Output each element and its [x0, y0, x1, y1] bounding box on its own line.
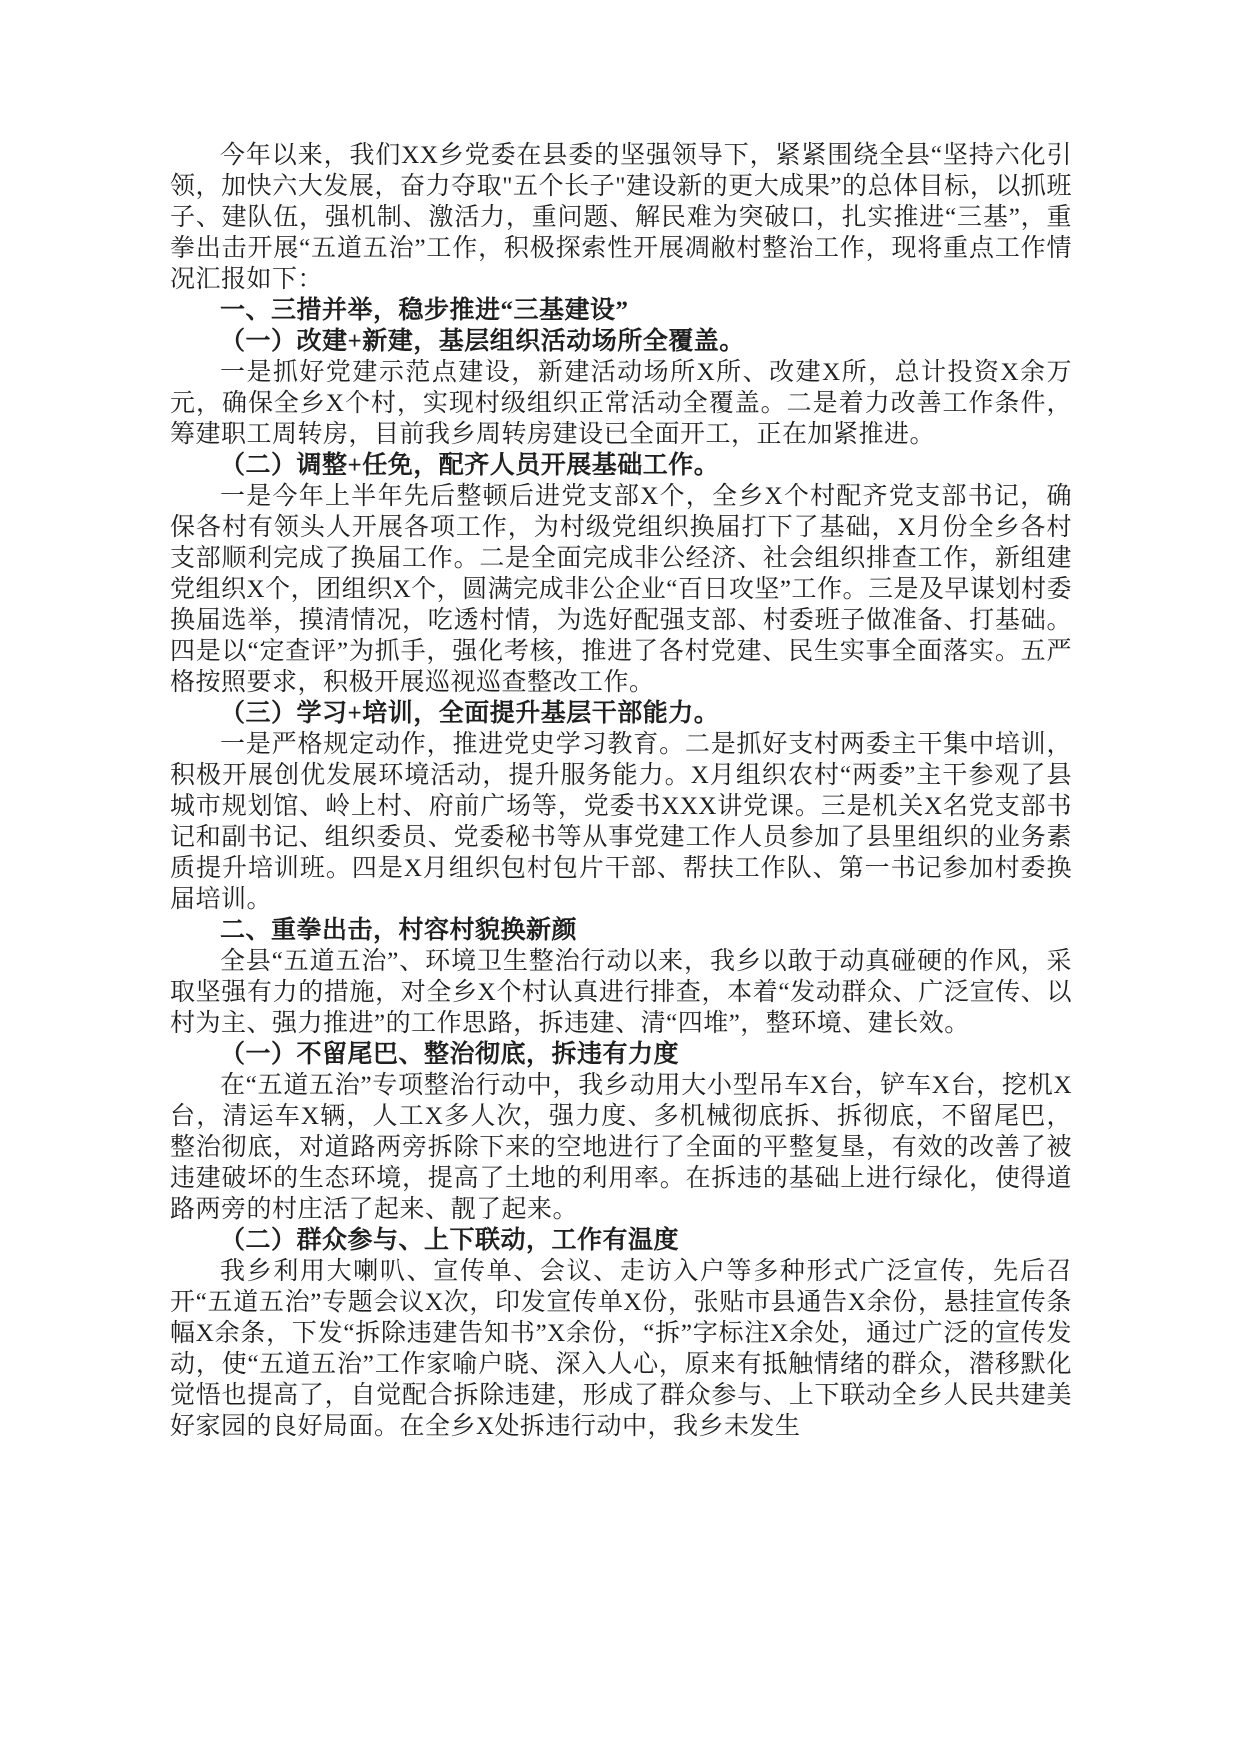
section-2-sub-1-heading: （一）不留尾巴、整治彻底，拆违有力度 — [220, 1041, 680, 1068]
section-2-heading: 二、重拳出击，村容村貌换新颜 — [220, 917, 578, 944]
section-1-sub-1-heading: （一）改建+新建，基层组织活动场所全覆盖。 — [220, 328, 745, 355]
section-2-sub-2-paragraph: 我乡利用大喇叭、宣传单、会议、走访入户等多种形式广泛宣传，先后召开“五道五治”专题会议X次，印发宣传单X份，张贴市县通告X余份，悬挂宣传条幅X余条，下发“拆除违建告知书”X余份，“拆”字标注X余处，通过广泛的宣传发动，使“五道五治”工作家喻户晓、深入人心，原来有抵触情绪的群众，潜移默化觉悟也提高了，自觉配合拆除违建，形成了群众参与、上下联动全乡人民共建美好家园的良好局面。在全乡X处拆违行动中，我乡未发生 — [170, 1258, 1072, 1440]
section-1-heading: 一、三措并举，稳步推进“三基建设” — [220, 297, 629, 324]
section-1-sub-3-heading: （三）学习+培训，全面提升基层干部能力。 — [220, 700, 720, 727]
document-body — [170, 140, 1072, 1442]
section-1-sub-1-paragraph: 一是抓好党建示范点建设，新建活动场所X所、改建X所，总计投资X余万元，确保全乡X个村，实现村级组织正常活动全覆盖。二是着力改善工作条件，筹建职工周转房，目前我乡周转房建设已全面开工，正在加紧推进。 — [170, 359, 1072, 448]
section-2-sub-1-paragraph: 在“五道五治”专项整治行动中，我乡动用大小型吊车X台，铲车X台，挖机X台，清运车X辆，人工X多人次，强力度、多机械彻底拆、拆彻底，不留尾巴，整治彻底，对道路两旁拆除下来的空地进行了全面的平整复垦，有效的改善了被违建破坏的生态环境，提高了土地的利用率。在拆违的基础上进行绿化，使得道路两旁的村庄活了起来、靓了起来。 — [170, 1072, 1072, 1223]
section-2-intro-paragraph: 全县“五道五治”、环境卫生整治行动以来，我乡以敢于动真碰硬的作风，采取坚强有力的措施，对全乡X个村认真进行排查，本着“发动群众、广泛宣传、以村为主、强力推进”的工作思路，拆违建、清“四堆”，整环境、建长效。 — [170, 948, 1072, 1037]
intro-paragraph: 今年以来，我们XX乡党委在县委的坚强领导下，紧紧围绕全县“坚持六化引领，加快六大发展，奋力夺取"五个长子"建设新的更大成果”的总体目标，以抓班子、建队伍，强机制、激活力，重问题、解民难为突破口，扎实推进“三基”，重拳出击开展“五道五治”工作，积极探索性开展凋敝村整治工作，现将重点工作情况汇报如下： — [170, 142, 1072, 293]
section-1-sub-2-heading: （二）调整+任免，配齐人员开展基础工作。 — [220, 452, 720, 479]
section-1-sub-3-paragraph: 一是严格规定动作，推进党史学习教育。二是抓好支村两委主干集中培训，积极开展创优发展环境活动，提升服务能力。X月组织农村“两委”主干参观了县城市规划馆、岭上村、府前广场等，党委书XXX讲党课。三是机关X名党支部书记和副书记、组织委员、党委秘书等从事党建工作人员参加了县里组织的业务素质提升培训班。四是X月组织包村包片干部、帮扶工作队、第一书记参加村委换届培训。 — [170, 731, 1072, 913]
section-2-sub-2-heading: （二）群众参与、上下联动，工作有温度 — [220, 1227, 680, 1254]
section-1-sub-2-paragraph: 一是今年上半年先后整顿后进党支部X个，全乡X个村配齐党支部书记，确保各村有领头人开展各项工作，为村级党组织换届打下了基础，X月份全乡各村支部顺利完成了换届工作。二是全面完成非公经济、社会组织排查工作，新组建党组织X个，团组织X个，圆满完成非公企业“百日攻坚”工作。三是及早谋划村委换届选举，摸清情况，吃透村情，为选好配强支部、村委班子做准备、打基础。四是以“定查评”为抓手，强化考核，推进了各村党建、民生实事全面落实。五严格按照要求，积极开展巡视巡查整改工作。 — [170, 483, 1072, 696]
